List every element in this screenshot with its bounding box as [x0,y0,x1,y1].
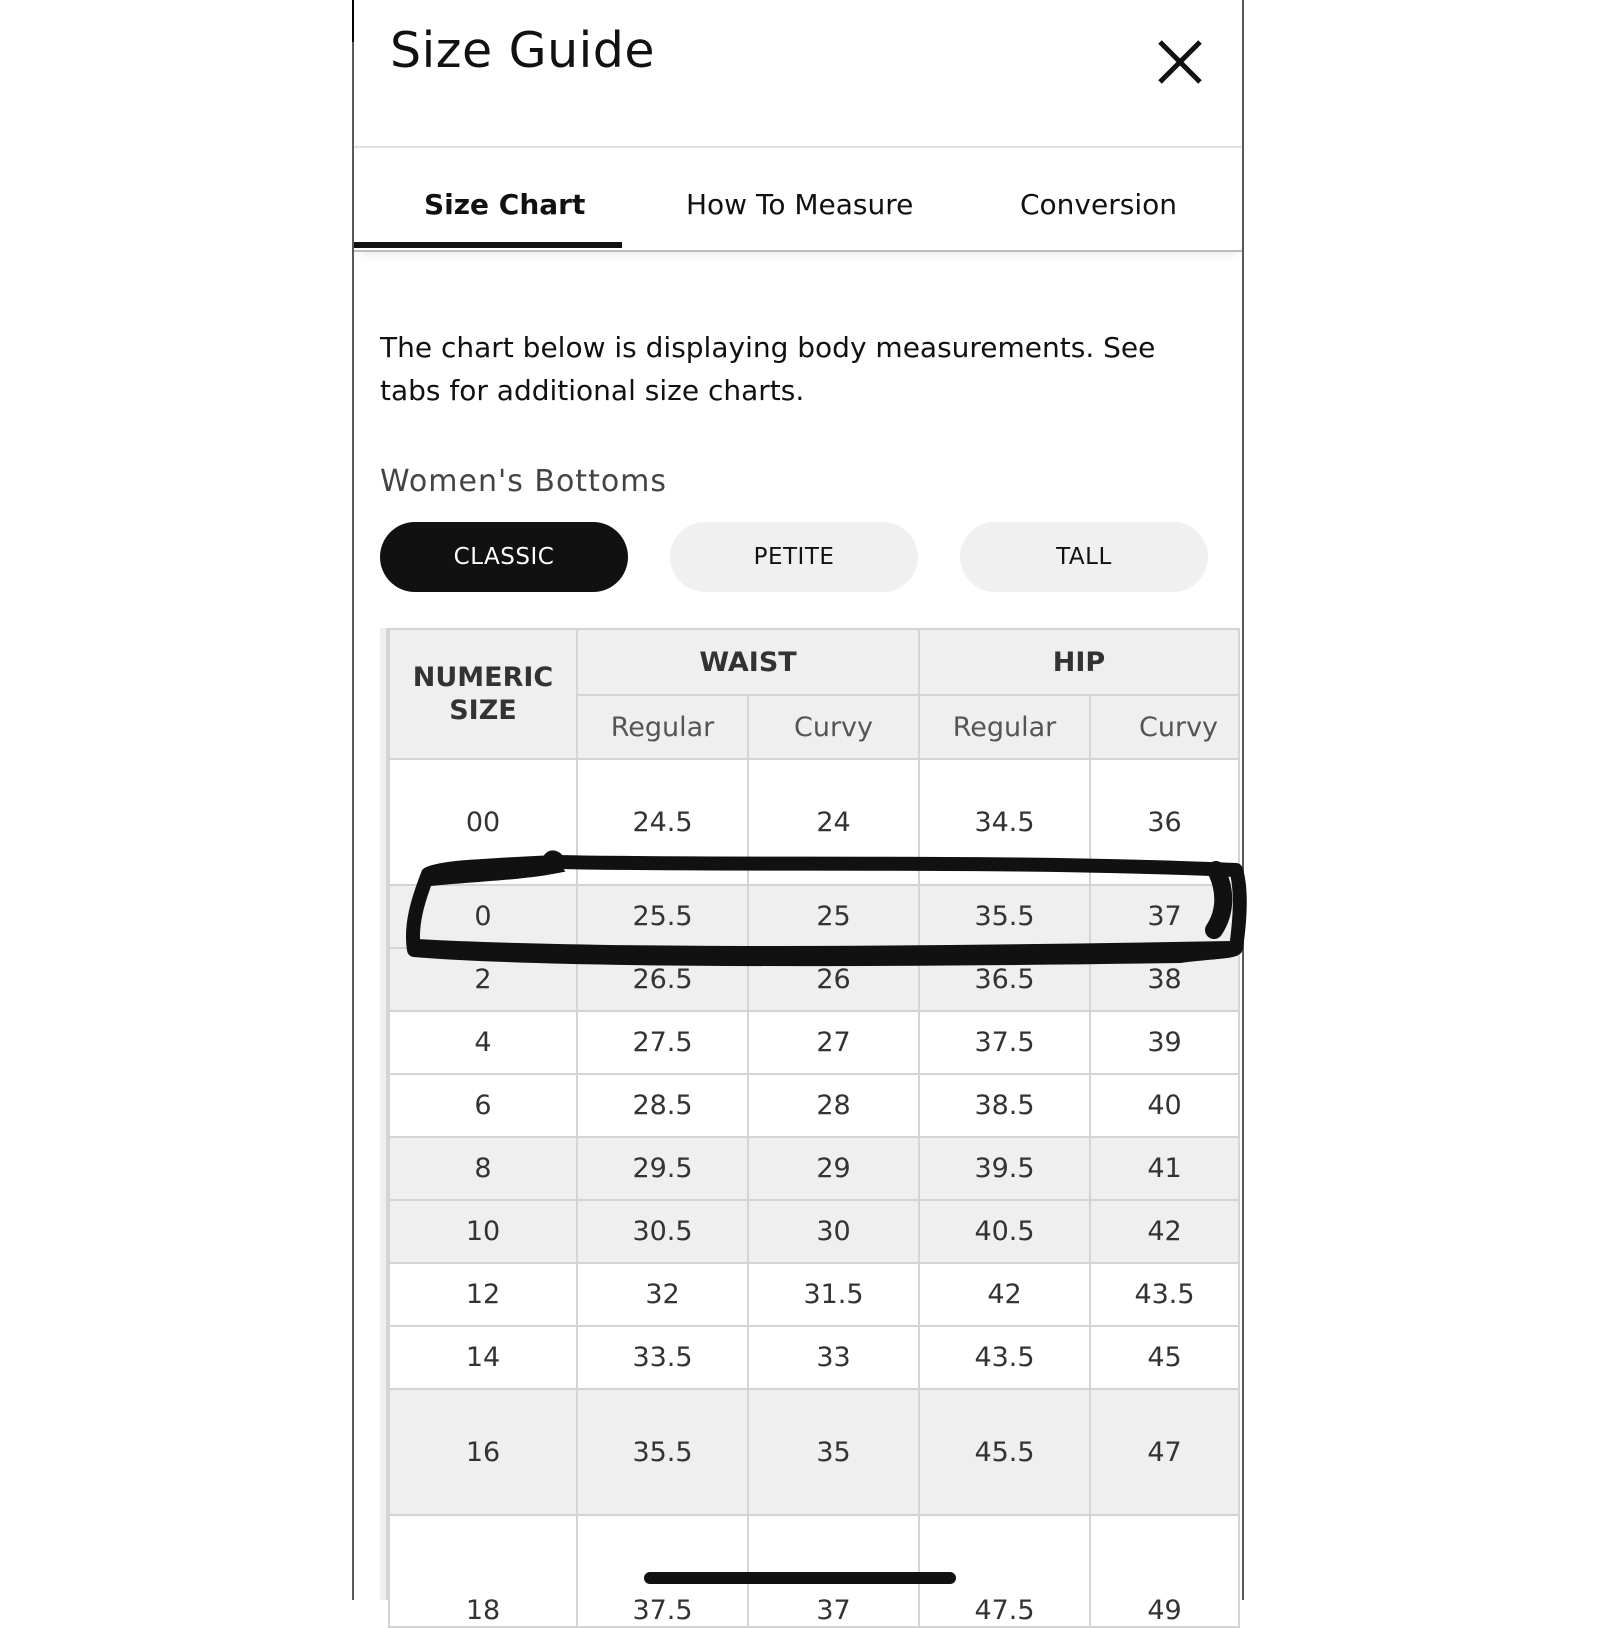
hip-regular-cell: 42 [919,1263,1090,1326]
hip-header: HIP [919,629,1239,695]
hip-curvy-cell: 49 [1090,1515,1239,1627]
waist-regular-cell: 35.5 [577,1389,748,1515]
waist-regular-cell: 28.5 [577,1074,748,1137]
section-label: Women's Bottoms [380,464,668,499]
waist-regular-cell: 30.5 [577,1200,748,1263]
table-row [389,759,1239,885]
waist-regular-cell: 37.5 [577,1515,748,1627]
waist-curvy-cell: 28 [748,1074,919,1137]
size-cell: 00 [389,759,577,885]
size-cell: 6 [389,1074,577,1137]
fit-classic-button[interactable]: CLASSIC [380,522,628,592]
hip-curvy-cell: 37 [1090,885,1239,948]
waist-curvy-cell: 26 [748,948,919,1011]
hip-curvy-cell: 40 [1090,1074,1239,1137]
hip-regular-cell: 43.5 [919,1326,1090,1389]
table-row [389,1011,1239,1074]
size-cell: 12 [389,1263,577,1326]
table-row [389,1263,1239,1326]
tab-conversion[interactable]: Conversion [1020,188,1177,221]
waist-regular-cell: 29.5 [577,1137,748,1200]
numeric-size-header-label: NUMERIC SIZE [412,662,554,726]
waist-regular-cell: 33.5 [577,1326,748,1389]
fit-tall-button[interactable]: TALL [960,522,1208,592]
size-guide-modal [352,0,1244,1626]
hip-regular-cell: 34.5 [919,759,1090,885]
hip-regular-cell: 38.5 [919,1074,1090,1137]
hip-curvy-cell: 38 [1090,948,1239,1011]
table-row [389,1389,1239,1515]
waist-regular-cell: 25.5 [577,885,748,948]
hip-curvy-cell: 43.5 [1090,1263,1239,1326]
fit-petite-button[interactable]: PETITE [670,522,918,592]
hip-curvy-cell: 45 [1090,1326,1239,1389]
size-table-container[interactable] [380,628,1224,1626]
size-table-body [389,759,1239,1627]
hip-curvy-cell: 42 [1090,1200,1239,1263]
hip-regular-cell: 39.5 [919,1137,1090,1200]
tab-bar [354,148,1242,252]
hip-regular-cell: 35.5 [919,885,1090,948]
table-row [389,1326,1239,1389]
hip-curvy-header: Curvy [1090,695,1239,759]
size-table [388,628,1240,1628]
size-cell: 0 [389,885,577,948]
hip-regular-cell: 36.5 [919,948,1090,1011]
size-cell: 10 [389,1200,577,1263]
waist-curvy-cell: 33 [748,1326,919,1389]
waist-curvy-cell: 24 [748,759,919,885]
waist-curvy-cell: 25 [748,885,919,948]
table-row [389,948,1239,1011]
waist-regular-cell: 24.5 [577,759,748,885]
close-icon[interactable] [1152,34,1208,90]
hip-curvy-cell: 47 [1090,1389,1239,1515]
hip-regular-cell: 47.5 [919,1515,1090,1627]
size-cell: 8 [389,1137,577,1200]
tab-how-to-measure[interactable]: How To Measure [686,188,914,221]
table-row [389,1074,1239,1137]
modal-title: Size Guide [390,22,656,79]
modal-header [354,0,1242,148]
hip-curvy-cell: 39 [1090,1011,1239,1074]
waist-regular-cell: 27.5 [577,1011,748,1074]
waist-header: WAIST [577,629,919,695]
size-cell: 16 [389,1389,577,1515]
waist-curvy-header: Curvy [748,695,919,759]
table-row [389,1200,1239,1263]
hip-regular-cell: 45.5 [919,1389,1090,1515]
waist-curvy-cell: 27 [748,1011,919,1074]
home-indicator [644,1572,956,1584]
size-cell: 4 [389,1011,577,1074]
size-cell: 18 [389,1515,577,1627]
hip-curvy-cell: 41 [1090,1137,1239,1200]
waist-curvy-cell: 31.5 [748,1263,919,1326]
waist-curvy-cell: 35 [748,1389,919,1515]
waist-regular-header: Regular [577,695,748,759]
waist-regular-cell: 32 [577,1263,748,1326]
waist-curvy-cell: 37 [748,1515,919,1627]
waist-curvy-cell: 30 [748,1200,919,1263]
table-edge [380,628,388,1600]
numeric-size-header [389,629,577,759]
hip-curvy-cell: 36 [1090,759,1239,885]
table-row [389,1515,1239,1627]
hip-regular-cell: 37.5 [919,1011,1090,1074]
size-cell: 14 [389,1326,577,1389]
hip-regular-cell: 40.5 [919,1200,1090,1263]
tab-size-chart[interactable]: Size Chart [424,188,586,221]
chart-description: The chart below is displaying body measurements. See tabs for additional size charts. [380,331,1156,407]
table-row [389,1137,1239,1200]
waist-curvy-cell: 29 [748,1137,919,1200]
active-tab-indicator [354,242,622,248]
waist-regular-cell: 26.5 [577,948,748,1011]
hip-regular-header: Regular [919,695,1090,759]
table-row [389,885,1239,948]
size-cell: 2 [389,948,577,1011]
